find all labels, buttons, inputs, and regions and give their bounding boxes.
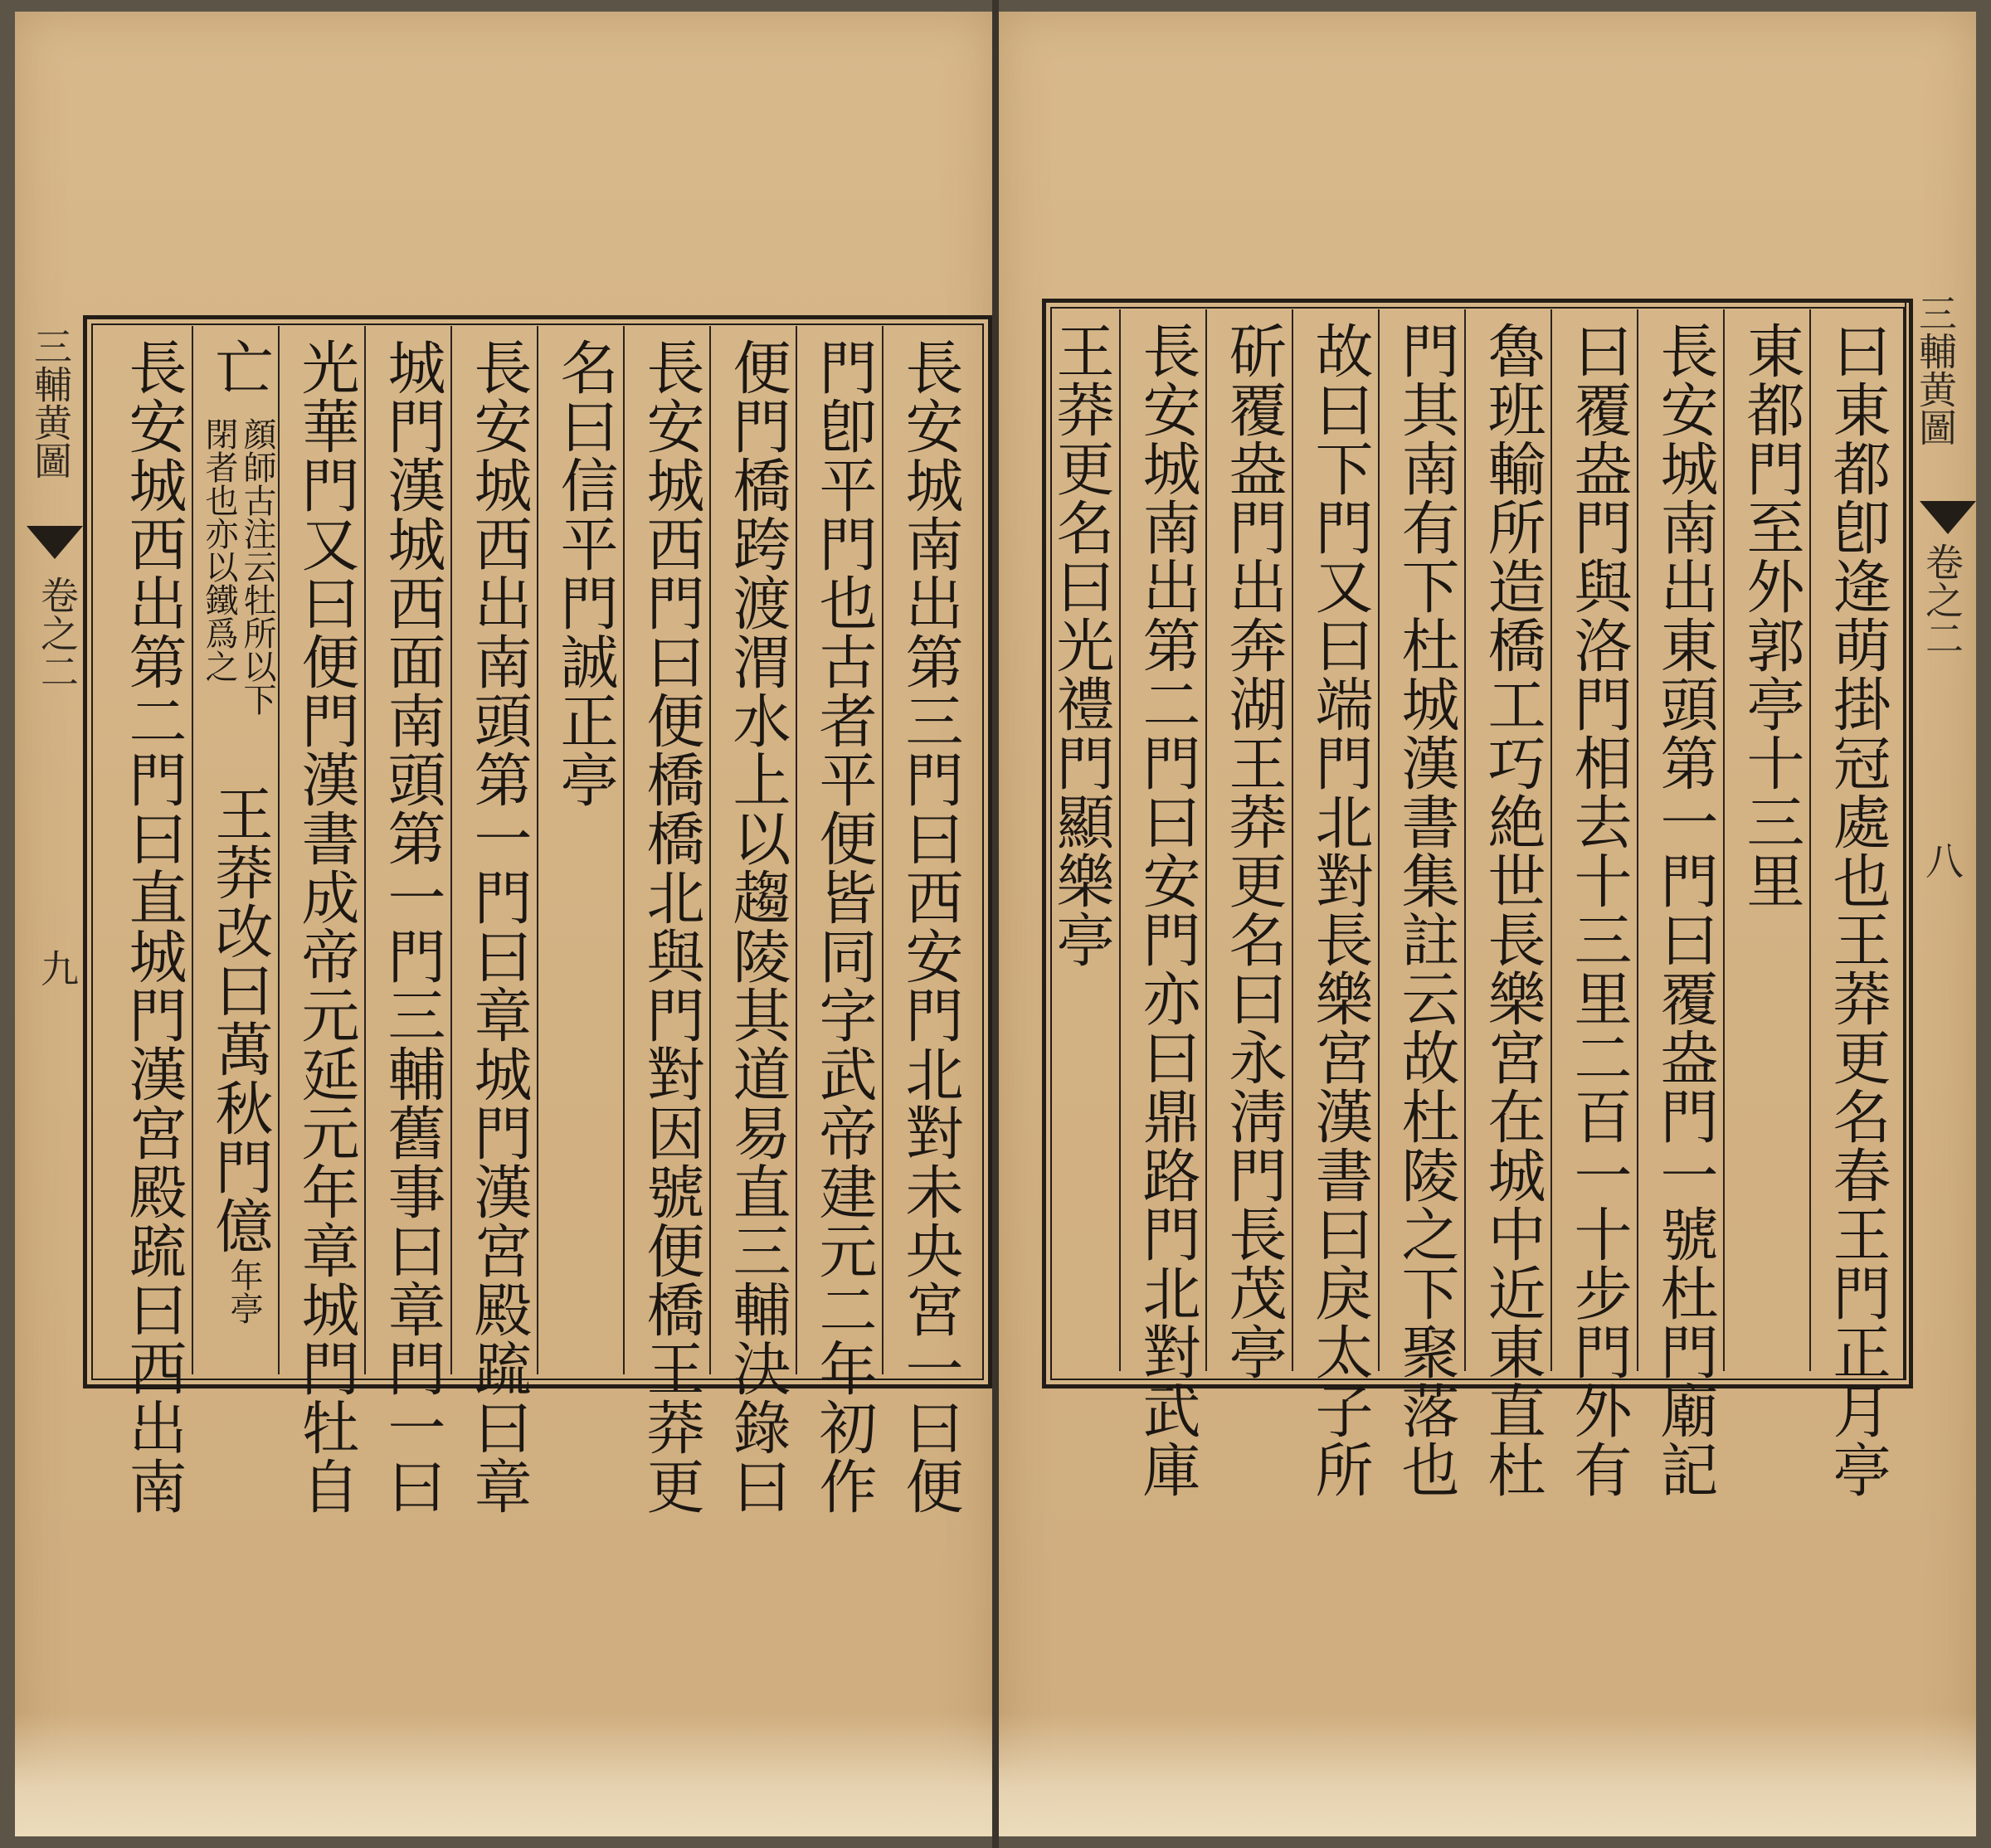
right-page (999, 12, 1976, 1836)
text-column-7: 城門漢城西面南頭第一門三輔舊事曰章門一曰 (378, 338, 446, 1515)
text-column-5: 名曰信平門誠正亭 (551, 338, 619, 809)
margin-book-title: 三輔黄圖 (1913, 294, 1958, 446)
commentary-note-b: 閉者也亦以鐵爲之 (200, 417, 238, 683)
folio-mark: 八 (1920, 841, 1964, 879)
text-column-6: 門其南有下杜城漢書集註云故杜陵之下聚落也 (1392, 321, 1460, 1499)
text-column-7: 故曰下門又曰端門北對長樂宮漢書曰戾太子所 (1306, 321, 1374, 1499)
text-column-9-main-bottom: 王莽改曰萬秋門億 (206, 784, 274, 1255)
text-column-9-main-top: 亡 (206, 338, 274, 396)
text-column-1: 長安城南出第三門曰西安門北對未央宮一曰便 (896, 338, 964, 1515)
text-column-9: 長安城南出第二門曰安門亦曰鼎路門北對武庫 (1133, 321, 1201, 1499)
fish-tail-ornament (27, 526, 83, 559)
text-column-2: 東都門至外郭亭十三里 (1737, 321, 1805, 910)
text-column-4: 長安城西門曰便橋橋北與門對因號便橋王莽更 (637, 338, 705, 1515)
commentary-note-a: 顔師古注云牡所以下 (238, 417, 276, 716)
water-stain (15, 1712, 992, 1836)
text-column-2: 門卽平門也古者平便皆同字武帝建元二年初作 (810, 338, 878, 1515)
margin-book-title: 三輔黄圖 (28, 327, 73, 479)
text-column-8: 光華門又曰便門漢書成帝元延元年章城門牡自 (292, 338, 360, 1515)
left-text-frame (83, 315, 992, 1515)
left-page (15, 12, 992, 1836)
text-column-10: 長安城西出第二門曰直城門漢宮殿䟽曰西出南 (119, 338, 187, 1515)
page-margin-strip (25, 327, 85, 1380)
folio-mark: 九 (35, 949, 80, 987)
commentary-note-c: 年亭 (225, 1258, 263, 1325)
text-column-5: 魯班輸所造橋工巧絶世長樂宮在城中近東直杜 (1478, 321, 1546, 1499)
right-text-frame (1042, 299, 1913, 1499)
margin-volume: 卷之二 (1920, 542, 1964, 657)
book-gutter (992, 0, 999, 1848)
text-column-6: 長安城西出南頭第一門曰章城門漢宮殿䟽曰章 (465, 338, 533, 1515)
text-column-4: 曰覆盎門與洛門相去十三里二百一十步門外有 (1565, 321, 1633, 1499)
text-column-10: 王莽更名曰光禮門顯樂亭 (1047, 321, 1115, 969)
text-column-1: 曰東都卽逄萌掛冠處也王莽更名春王門正月亭 (1823, 321, 1891, 1499)
fish-tail-ornament (1920, 501, 1976, 534)
text-column-3: 長安城南出東頭第一門曰覆盎門一號杜門廟記 (1651, 321, 1719, 1499)
page-margin-strip (1905, 299, 1964, 1380)
text-column-8: 斫覆盎門出奔湖王莽更名曰永淸門長茂亭 (1219, 321, 1288, 1381)
margin-volume: 卷之二 (35, 576, 80, 690)
water-stain (999, 1712, 1976, 1836)
text-column-3: 便門橋跨渡渭水上以趨陵其道易直三輔決錄曰 (723, 338, 791, 1515)
